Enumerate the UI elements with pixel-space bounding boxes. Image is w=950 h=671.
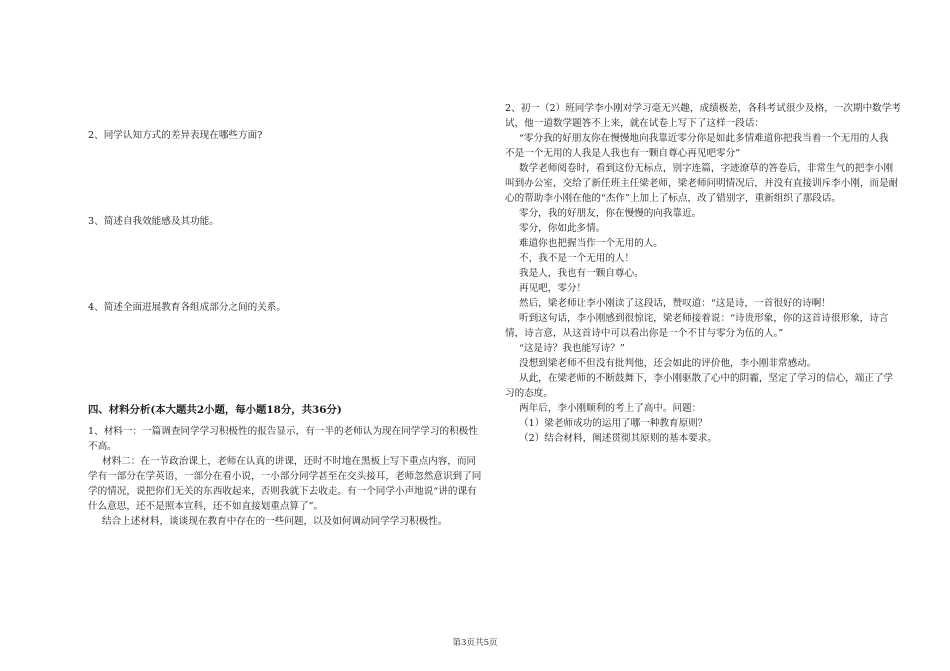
passage-line: “这是诗？我也能写诗？” [519, 343, 625, 354]
passage-line: 叫到办公室，交给了新任班主任梁老师，梁老师问明情况后，并没有直接训斥李小刚，而是耐 [505, 178, 899, 189]
passage-line: 从此，在梁老师的不断鼓舞下，李小刚驱散了心中的阴霾，坚定了学习的信心，端正了学 [519, 373, 894, 384]
passage-line: 情，诗言意，从这首诗中可以看出你是一个不甘与零分为伍的人。” [505, 328, 784, 339]
passage-line: （1）梁老师成功的运用了哪一种教育原则？ [519, 418, 708, 429]
passage-line: 两年后，李小刚顺利的考上了高中。问题： [519, 403, 702, 414]
passage-line: （2）结合材料，阐述贯彻其原则的基本要求。 [519, 433, 717, 444]
question-2: 2、同学认知方式的差异表现在哪些方面? [88, 130, 263, 141]
item1-line: 学的情况，说把你们无关的东西收起来，否则我就下去收走。有一个同学小声地说“讲的课有 [88, 486, 477, 497]
left-column [88, 0, 488, 671]
item1-line: 学有一部分在学英语，一部分在看小说，一小部分同学甚至在交头接耳，老师忽然意识到了同 [88, 471, 482, 482]
passage-line: 心的帮助李小刚在他的“杰作”上加上了标点，改了错别字，重新组织了那段话。 [505, 193, 841, 204]
passage-line: 零分，我的好朋友，你在慢慢的向我靠近。 [519, 208, 702, 219]
question-4: 4、简述全面进展教育各组成部分之间的关系。 [88, 302, 286, 313]
passage-line: 我是人，我也有一颗自尊心。 [519, 268, 644, 279]
section-title: 四、材料分析(本大题共2小题，每小题18分，共36分) [88, 404, 342, 416]
passage-line: 不，我不是一个无用的人！ [519, 253, 635, 264]
passage-line: 难道你也把握当作一个无用的人。 [519, 238, 663, 249]
item1-line: 材料二：在一节政治课上，老师在认真的讲课，还时不时地在黑板上写下重点内容，而同 [102, 456, 477, 467]
passage-line: “零分我的好朋友你在慢慢地向我靠近零分你是如此多情难道你把我当着一个无用的人我 [519, 133, 889, 144]
passage-line: 不是一个无用的人我是人我也有一颗自尊心再见吧零分” [505, 148, 741, 159]
right-column [505, 0, 900, 671]
passage-line: 试，他一道数学题答不上来，就在试卷上写下了这样一段话： [505, 118, 765, 129]
item1-line: 不高。 [88, 441, 117, 452]
item1-line: 1、材料一：一篇调查同学学习积极性的报告显示，有一半的老师认为现在同学学习的积极性 [88, 426, 478, 437]
passage-line: 数学老师阅卷时，看到这份无标点，别字连篇，字迹潦草的答卷后，非常生气的把李小刚 [519, 163, 894, 174]
item1-line: 结合上述材料，谈谈现在教育中存在的一些问题，以及如何调动同学学习积极性。 [102, 516, 448, 527]
item1-line: 什么意思，还不是照本宣科，还不如直接划重点算了”。 [88, 501, 324, 512]
passage-line: 再见吧，零分！ [519, 283, 587, 294]
passage-line: 没想到梁老师不但没有批判他，还会如此的评价他，李小刚非常感动。 [519, 358, 817, 369]
passage-line: 习的态度。 [505, 388, 553, 399]
passage-line: 2、初一（2）班同学李小刚对学习毫无兴趣，成绩极差，各科考试很少及格，一次期中数学考 [505, 103, 901, 114]
passage-line: 然后，梁老师让李小刚读了这段话，赞叹道：“这是诗，一首很好的诗啊！ [519, 298, 831, 309]
passage-line: 听到这句话，李小刚感到很惊诧，梁老师接着说：“诗贵形象，你的这首诗很形象，诗言 [519, 313, 889, 324]
passage-line: 零分，你如此多情。 [519, 223, 606, 234]
question-3: 3、简述自我效能感及其功能。 [88, 216, 219, 227]
page-number: 第3页共5页 [452, 638, 498, 648]
